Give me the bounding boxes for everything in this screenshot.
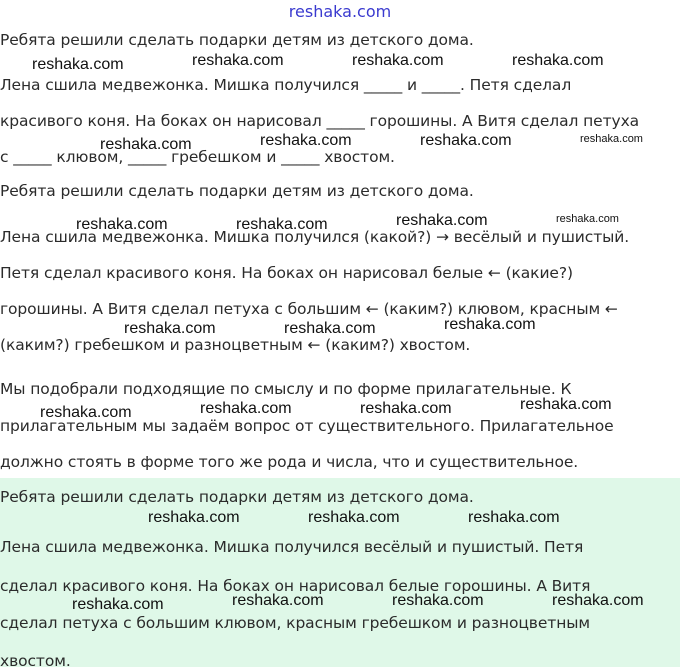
watermark: reshaka.com (308, 509, 400, 526)
watermark: reshaka.com (236, 216, 328, 233)
answer-line: Ребята решили сделать подарки детям из детского дома. (0, 488, 474, 506)
watermark: reshaka.com (556, 213, 619, 225)
watermark: reshaka.com (76, 216, 168, 233)
exercise-line: Лена сшила медвежонка. Мишка получился _____ и _____. Петя сделал (0, 76, 572, 94)
watermark: reshaka.com (192, 52, 284, 69)
watermark: reshaka.com (232, 592, 324, 609)
exercise-line: красивого коня. На боках он нарисовал _____ горошины. А Витя сделал петуха (0, 112, 640, 130)
watermark: reshaka.com (124, 320, 216, 337)
watermark: reshaka.com (148, 509, 240, 526)
watermark: reshaka.com (392, 592, 484, 609)
watermark: reshaka.com (580, 133, 643, 145)
explanation-line: Мы подобрали подходящие по смыслу и по форме прилагательные. К (0, 380, 572, 398)
watermark: reshaka.com (284, 320, 376, 337)
answer-line: хвостом. (0, 652, 71, 670)
watermark: reshaka.com (40, 404, 132, 421)
exercise-line: Ребята решили сделать подарки детям из детского дома. (0, 31, 474, 49)
watermark: reshaka.com (260, 132, 352, 149)
answer-line: Лена сшила медвежонка. Мишка получился весёлый и пушистый. Петя (0, 538, 584, 556)
watermark: reshaka.com (444, 316, 536, 333)
explanation-line: прилагательным мы задаём вопрос от существительного. Прилагательное (0, 417, 614, 435)
explanation-line: должно стоять в форме того же рода и числа, что и существительное. (0, 453, 579, 471)
solution-line: Лена сшила медвежонка. Мишка получился (какой?) → весёлый и пушистый. (0, 228, 630, 246)
watermark: reshaka.com (420, 132, 512, 149)
solution-line: горошины. А Витя сделал петуха с большим ← (каким?) клювом, красным ← (0, 300, 618, 318)
answer-box (0, 478, 680, 667)
solution-line: Ребята решили сделать подарки детям из детского дома. (0, 182, 474, 200)
watermark: reshaka.com (512, 52, 604, 69)
solution-line: (каким?) гребешком и разноцветным ← (каким?) хвостом. (0, 336, 471, 354)
answer-line: сделал петуха с большим клювом, красным гребешком и разноцветным (0, 614, 590, 632)
watermark: reshaka.com (468, 509, 560, 526)
answer-line: сделал красивого коня. На боках он нарисовал белые горошины. А Витя (0, 577, 591, 595)
watermark: reshaka.com (72, 596, 164, 613)
watermark: reshaka.com (520, 396, 612, 413)
exercise-line: с _____ клювом, _____ гребешком и _____ хвостом. (0, 148, 395, 166)
site-header-link[interactable]: reshaka.com (288, 2, 392, 21)
watermark: reshaka.com (552, 592, 644, 609)
watermark: reshaka.com (396, 212, 488, 229)
watermark: reshaka.com (200, 400, 292, 417)
watermark: reshaka.com (352, 52, 444, 69)
watermark: reshaka.com (32, 56, 124, 73)
watermark: reshaka.com (360, 400, 452, 417)
solution-line: Петя сделал красивого коня. На боках он нарисовал белые ← (какие?) (0, 264, 573, 282)
watermark: reshaka.com (100, 136, 192, 153)
